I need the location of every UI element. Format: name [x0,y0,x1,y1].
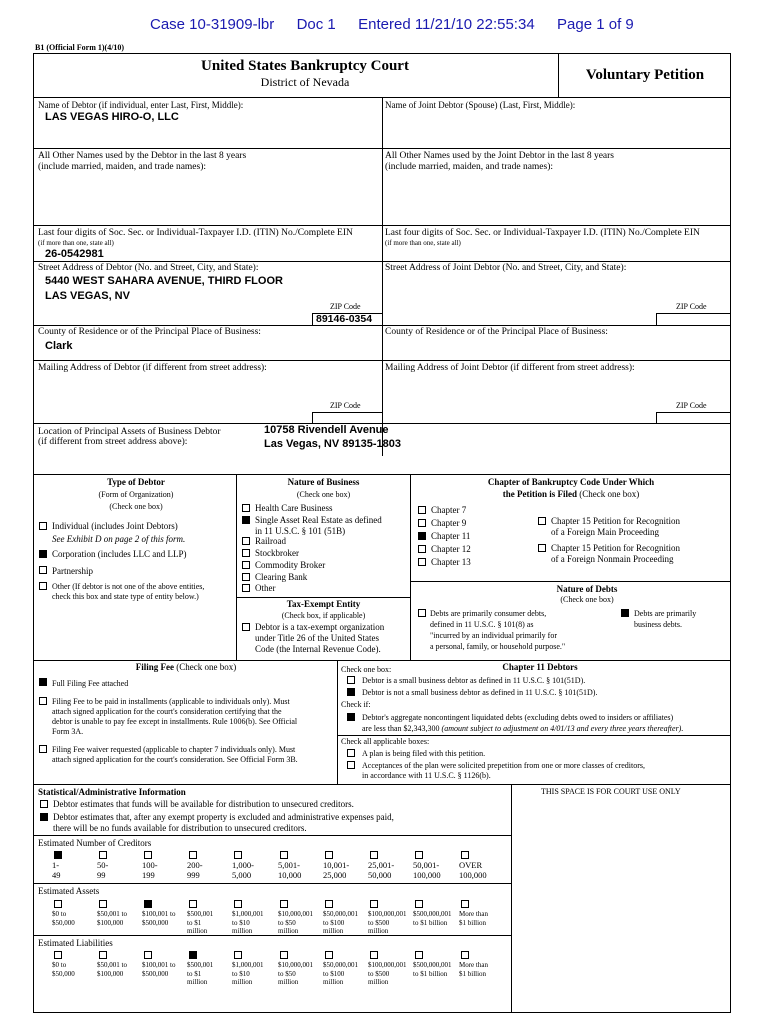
joint-name-label: Name of Joint Debtor (Spouse) (Last, First, Middle): [385,100,576,110]
assets-checkbox-6[interactable] [280,900,288,908]
creditors-label: Estimated Number of Creditors [38,838,152,848]
chapter9-checkbox[interactable] [418,519,426,527]
tax-exempt-sub: (Check box, if applicable) [281,611,366,620]
liabilities-label-3-2: $500,000 [142,969,169,978]
liabilities-checkbox-2[interactable] [99,951,107,959]
creditors-label-9-2: 100,000 [413,870,441,880]
assets-label-7-1: $50,000,001 [323,910,358,918]
assets-label-10-2: $1 billion [459,918,487,927]
assets-label: Estimated Assets [38,886,100,896]
joint-zip-label: ZIP Code [676,302,707,311]
joint-ein-note: (if more than one, state all) [385,239,461,247]
no-funds-checkbox[interactable] [40,813,48,821]
consumer-debts-label2: defined in 11 U.S.C. § 101(8) as [430,620,534,629]
chapter-title2-main: the Petition is Filed [502,489,577,499]
joint-other-names-label2: (include married, maiden, and trade names): [385,162,554,172]
joint-mailing-zip-label: ZIP Code [676,401,707,410]
aggregate-debts-checkbox[interactable] [347,713,355,721]
debtor-other-names-label1: All Other Names used by the Debtor in the last 8 years [38,151,247,161]
assets-label-6-2: to $50 [278,918,296,927]
plan-filed-checkbox[interactable] [347,749,355,757]
filing-header [150,16,634,33]
assets-label-8-2: to $500 [368,918,390,927]
check-all-applicable: Check all applicable boxes: [341,737,430,746]
assets-label-10-1: More than [459,910,488,918]
aggregate-note: (amount subject to adjustment on 4/01/13 and every three years thereafter). [441,724,684,733]
creditors-label-2-2: 99 [97,870,106,880]
joint-ein-label: Last four digits of Soc. Sec. or Individual-Taxpayer I.D. (ITIN) No./Complete EIN [385,228,700,238]
filing-fee-title [36,662,336,672]
liabilities-label-5-3: million [232,978,253,986]
debtor-zip: 89146-0354 [316,313,373,325]
chapter11-checkbox[interactable] [418,532,426,540]
joint-county-label: County of Residence or of the Principal Place of Business: [385,327,608,337]
liabilities-label-10-1: More than [459,961,488,969]
creditors-checkbox-3[interactable] [144,851,152,859]
liabilities-label-1-2: $50,000 [52,969,75,978]
assets-label-4-2: to $1 [187,918,202,927]
installments-label3: debtor is unable to pay fee except in installments. Rule 1006(b). See Official [52,717,298,726]
creditors-label-1-1: 1- [52,860,60,870]
exhibit-d-note: See Exhibit D on page 2 of this form. [52,534,186,544]
clearing-label: Clearing Bank [255,572,308,582]
fee-waiver-checkbox[interactable] [39,745,47,753]
health-care-checkbox[interactable] [242,504,250,512]
chapter15-nonmain-label1: Chapter 15 Petition for Recognition [551,543,680,553]
assets-label-7-2: to $100 [323,918,345,927]
installments-label2: attach signed application for the court's consideration certifying that the [52,707,282,716]
creditors-label-8-2: 50,000 [368,870,392,880]
debtor-street-line2: LAS VEGAS, NV [45,290,130,302]
filing-fee-title-sub: (Check one box) [176,662,237,672]
debtor-other-names-label2: (include married, maiden, and trade names): [38,162,207,172]
consumer-debts-checkbox[interactable] [418,609,426,617]
full-fee-checkbox[interactable] [39,678,47,686]
plan-filed-label: A plan is being filed with this petition. [362,749,486,758]
creditors-checkbox-8[interactable] [370,851,378,859]
chapter-title2 [411,489,731,499]
doc-number: Doc 1 [296,16,336,33]
assets-label-7-3: million [323,927,344,935]
page-number: Page 1 of 9 [557,16,634,33]
assets-label-8-1: $100,000,001 [368,910,407,918]
chapter15-main-checkbox[interactable] [538,517,546,525]
liabilities-label-2-2: $100,000 [97,969,124,978]
liabilities-label-5-1: $1,000,001 [232,961,264,969]
assets-label-2-2: $100,000 [97,918,124,927]
other-business-label: Other [255,583,276,593]
consumer-debts-label3: "incurred by an individual primarily for [430,631,558,640]
liabilities-checkbox-10[interactable] [461,951,469,959]
aggregate-debts-label2 [362,724,683,733]
liabilities-label-5-2: to $10 [232,969,250,978]
nature-business-title: Nature of Business [287,477,360,487]
tax-exempt-label1: Debtor is a tax-exempt organization [255,622,385,632]
business-debts-label2: business debts. [634,620,682,629]
aggregate-debts-label1: Debtor's aggregate noncontingent liquidated debts (excluding debts owed to insiders or affiliates) [362,713,674,722]
case-number: Case 10-31909-lbr [150,16,275,33]
assets-label-6-1: $10,000,001 [278,910,313,918]
liabilities-label-3-1: $100,001 to [142,961,176,969]
railroad-label: Railroad [255,536,286,546]
liabilities-label-6-1: $10,000,001 [278,961,313,969]
debtor-county: Clark [45,340,73,352]
liabilities-label: Estimated Liabilities [38,938,113,948]
liabilities-label-2-1: $50,001 to [97,961,127,969]
chapter-title2-sub: (Check one box) [579,489,640,499]
entered-date: Entered 11/21/10 22:55:34 [358,16,535,33]
petition-title: Voluntary Petition [585,67,705,83]
chapter15-nonmain-label2: of a Foreign Nonmain Proceeding [551,554,674,564]
assets-checkbox-4[interactable] [189,900,197,908]
creditors-checkbox-9[interactable] [415,851,423,859]
chapter12-label: Chapter 12 [431,544,471,554]
fee-waiver-label2: attach signed application for the court's consideration. See Official Form 3B. [52,755,298,764]
corporation-checkbox[interactable] [39,550,47,558]
assets-label-5-3: million [232,927,253,935]
filing-fee-title-main: Filing Fee [135,662,174,672]
creditors-label-4-1: 200- [187,860,203,870]
creditors-label-10-1: OVER [459,860,483,870]
type-debtor-title: Type of Debtor [107,477,165,487]
creditors-label-9-1: 50,001- [413,860,440,870]
acceptances-checkbox[interactable] [347,761,355,769]
assets-label-5-1: $1,000,001 [232,910,264,918]
assets-checkbox-2[interactable] [99,900,107,908]
location-label1: Location of Principal Assets of Business Debtor [38,427,221,437]
other-entity-checkbox[interactable] [39,582,47,590]
ch11-debtors-title: Chapter 11 Debtors [502,662,578,672]
liabilities-checkbox-4[interactable] [189,951,197,959]
installments-label4: Form 3A. [52,727,84,736]
liabilities-label-6-2: to $50 [278,969,296,978]
assets-label-6-3: million [278,927,299,935]
liabilities-checkbox-6[interactable] [280,951,288,959]
creditors-label-4-2: 999 [187,870,200,880]
liabilities-label-9-1: $500,000,001 [413,961,452,969]
creditors-label-3-1: 100- [142,860,158,870]
liabilities-label-7-2: to $100 [323,969,345,978]
tax-exempt-label2: under Title 26 of the United States [255,633,379,643]
nature-business-sub: (Check one box) [296,490,351,499]
not-small-business-label: Debtor is not a small business debtor as defined in 11 U.S.C. § 101(51D). [362,688,598,697]
other-business-checkbox[interactable] [242,584,250,592]
chapter13-label: Chapter 13 [431,557,471,567]
chapter15-main-label1: Chapter 15 Petition for Recognition [551,516,680,526]
installments-checkbox[interactable] [39,697,47,705]
individual-label: Individual (includes Joint Debtors) [52,521,178,531]
chapter15-main-label2: of a Foreign Main Proceeding [551,527,659,537]
assets-label-9-1: $500,000,001 [413,910,452,918]
liabilities-checkbox-8[interactable] [370,951,378,959]
liabilities-label-1-1: $0 to [52,961,67,969]
creditors-label-7-1: 10,001- [323,860,350,870]
chapter13-checkbox[interactable] [418,558,426,566]
liabilities-checkbox-5[interactable] [234,951,242,959]
assets-checkbox-8[interactable] [370,900,378,908]
creditors-label-1-2: 49 [52,870,61,880]
partnership-label: Partnership [52,566,93,576]
creditors-checkbox-5[interactable] [234,851,242,859]
type-debtor-sub1: (Form of Organization) [98,490,174,499]
chapter15-nonmain-checkbox[interactable] [538,544,546,552]
liabilities-label-4-1: $500,001 [187,961,214,969]
liabilities-label-7-1: $50,000,001 [323,961,358,969]
clearing-checkbox[interactable] [242,573,250,581]
assets-label-9-2: to $1 billion [413,918,448,927]
liabilities-label-9-2: to $1 billion [413,969,448,978]
nature-debts-sub: (Check one box) [560,595,614,604]
commodity-checkbox[interactable] [242,561,250,569]
assets-checkbox-7[interactable] [325,900,333,908]
assets-checkbox-10[interactable] [461,900,469,908]
joint-street-label: Street Address of Joint Debtor (No. and Street, City, and State): [385,263,627,273]
chapter9-label: Chapter 9 [431,518,467,528]
stockbroker-label: Stockbroker [255,548,299,558]
tax-exempt-label3: Code (the Internal Revenue Code). [255,644,381,654]
chapter7-label: Chapter 7 [431,505,467,515]
joint-other-names-label1: All Other Names used by the Joint Debtor in the last 8 years [385,151,615,161]
small-business-checkbox[interactable] [347,676,355,684]
type-debtor-sub2: (Check one box) [109,502,163,511]
debtor-zip-label: ZIP Code [330,302,361,311]
individual-checkbox[interactable] [39,522,47,530]
debtor-mailing-label: Mailing Address of Debtor (if different from street address): [38,363,267,373]
assets-label-1-1: $0 to [52,910,67,918]
liabilities-label-8-1: $100,000,001 [368,961,407,969]
commodity-label: Commodity Broker [255,560,326,570]
creditors-label-5-2: 5,000 [232,870,252,880]
funds-available-label: Debtor estimates that funds will be available for distribution to unsecured creditors. [53,799,354,809]
location-line1: 10758 Rivendell Avenue [264,424,389,436]
health-care-label: Health Care Business [255,503,333,513]
assets-checkbox-1[interactable] [54,900,62,908]
location-label2: (if different from street address above): [38,437,188,447]
creditors-label-3-2: 199 [142,870,155,880]
assets-label-5-2: to $10 [232,918,250,927]
railroad-checkbox[interactable] [242,537,250,545]
liabilities-label-7-3: million [323,978,344,986]
debtor-mailing-zip-label: ZIP Code [330,401,361,410]
assets-checkbox-5[interactable] [234,900,242,908]
liabilities-label-8-2: to $500 [368,969,390,978]
funds-available-checkbox[interactable] [40,800,48,808]
debtor-county-label: County of Residence or of the Principal Place of Business: [38,327,261,337]
tax-exempt-title: Tax-Exempt Entity [286,599,361,609]
installments-label1: Filing Fee to be paid in installments (applicable to individuals only). Must [52,697,290,706]
liabilities-label-8-3: million [368,978,389,986]
court-title: United States Bankruptcy Court [201,58,409,74]
liabilities-checkbox-1[interactable] [54,951,62,959]
other-entity-label1: Other (If debtor is not one of the above entities, [52,582,205,591]
creditors-label-8-1: 25,001- [368,860,395,870]
liabilities-label-4-2: to $1 [187,969,202,978]
full-fee-label: Full Filing Fee attached [52,679,129,688]
creditors-label-7-2: 25,000 [323,870,347,880]
liabilities-label-6-3: million [278,978,299,986]
chapter-title1: Chapter of Bankruptcy Code Under Which [487,477,655,487]
court-district: District of Nevada [260,75,350,89]
debtor-ein-label: Last four digits of Soc. Sec. or Individual-Taxpayer I.D. (ITIN) No./Complete EIN [38,228,353,238]
liabilities-checkbox-7[interactable] [325,951,333,959]
single-asset-label1: Single Asset Real Estate as defined [255,515,382,525]
assets-label-4-1: $500,001 [187,910,214,918]
chapter12-checkbox[interactable] [418,545,426,553]
single-asset-checkbox[interactable] [242,516,250,524]
creditors-label-6-1: 5,001- [278,860,300,870]
debtor-street-line1: 5440 WEST SAHARA AVENUE, THIRD FLOOR [45,275,283,287]
liabilities-label-4-3: million [187,978,208,986]
form-id: B1 (Official Form 1)(4/10) [35,43,125,52]
location-line2: Las Vegas, NV 89135-1803 [264,438,401,450]
small-business-label: Debtor is a small business debtor as defined in 11 U.S.C. § 101(51D). [362,676,586,685]
acceptances-label1: Acceptances of the plan were solicited prepetition from one or more classes of creditors, [362,761,646,770]
tax-exempt-checkbox[interactable] [242,623,250,631]
creditors-checkbox-7[interactable] [325,851,333,859]
consumer-debts-label4: a personal, family, or household purpose." [430,642,566,651]
joint-mailing-label: Mailing Address of Joint Debtor (if different from street address): [385,363,635,373]
creditors-checkbox-1[interactable] [54,851,62,859]
creditors-label-10-2: 100,000 [459,870,487,880]
fee-waiver-label1: Filing Fee waiver requested (applicable to chapter 7 individuals only). Must [52,745,296,754]
assets-label-4-3: million [187,927,208,935]
creditors-checkbox-4[interactable] [189,851,197,859]
creditors-checkbox-2[interactable] [99,851,107,859]
stockbroker-checkbox[interactable] [242,549,250,557]
business-debts-label1: Debts are primarily [634,609,697,618]
chapter11-label: Chapter 11 [431,531,471,541]
debtor-ein-note: (if more than one, state all) [38,239,114,247]
liabilities-checkbox-3[interactable] [144,951,152,959]
debtor-ein: 26-0542981 [45,248,104,260]
assets-label-1-2: $50,000 [52,918,75,927]
debtor-name-label: Name of Debtor (if individual, enter Last, First, Middle): [38,100,244,110]
chapter7-checkbox[interactable] [418,506,426,514]
assets-checkbox-3[interactable] [144,900,152,908]
single-asset-label2: in 11 U.S.C. § 101 (51B) [255,526,346,536]
debtor-street-label: Street Address of Debtor (No. and Street, City, and State): [38,263,259,273]
creditors-label-2-1: 50- [97,860,109,870]
other-entity-label2: check this box and state type of entity below.) [52,592,199,601]
creditors-checkbox-10[interactable] [461,851,469,859]
not-small-business-checkbox[interactable] [347,688,355,696]
corporation-label: Corporation (includes LLC and LLP) [52,549,187,559]
assets-label-3-1: $100,001 to [142,910,176,918]
assets-label-8-3: million [368,927,389,935]
consumer-debts-label1: Debts are primarily consumer debts, [430,609,547,618]
liabilities-checkbox-9[interactable] [415,951,423,959]
acceptances-label2: in accordance with 11 U.S.C. § 1126(b). [362,771,491,780]
check-one-box: Check one box: [341,665,392,674]
court-use-only: THIS SPACE IS FOR COURT USE ONLY [541,787,681,796]
assets-checkbox-9[interactable] [415,900,423,908]
check-if: Check if: [341,700,371,709]
partnership-checkbox[interactable] [39,566,47,574]
stats-title: Statistical/Administrative Information [38,787,186,797]
no-funds-label2: there will be no funds available for distribution to unsecured creditors. [53,823,307,833]
creditors-label-5-1: 1,000- [232,860,254,870]
creditors-checkbox-6[interactable] [280,851,288,859]
debtor-name: LAS VEGAS HIRO-O, LLC [45,111,179,123]
liabilities-label-10-2: $1 billion [459,969,487,978]
assets-label-2-1: $50,001 to [97,910,127,918]
business-debts-checkbox[interactable] [621,609,629,617]
assets-label-3-2: $500,000 [142,918,169,927]
no-funds-label1: Debtor estimates that, after any exempt property is excluded and administrative expenses paid, [53,812,394,822]
nature-debts-title: Nature of Debts [556,584,618,594]
aggregate-amount: are less than $2,343,300 [362,724,440,733]
creditors-label-6-2: 10,000 [278,870,302,880]
